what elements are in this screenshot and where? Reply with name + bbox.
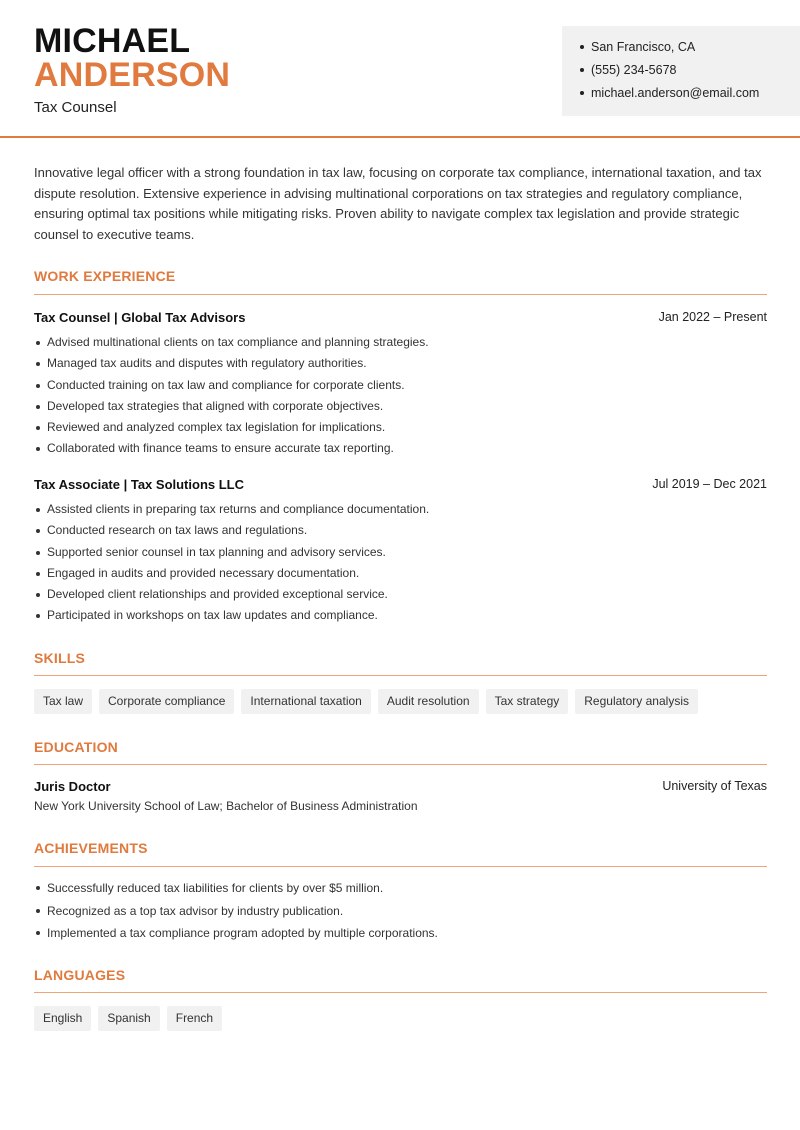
contact-phone-text: (555) 234-5678 — [591, 63, 677, 77]
job-role: Tax Associate | Tax Solutions LLC — [34, 477, 244, 492]
section-title-education: EDUCATION — [34, 739, 118, 755]
contact-email-text[interactable]: michael.anderson@email.com — [591, 86, 760, 100]
education-university: University of Texas — [662, 779, 767, 793]
list-item: Recognized as a top tax advisor by industry publication. — [34, 900, 767, 923]
section-title-languages: LANGUAGES — [34, 967, 126, 983]
section-divider — [34, 866, 767, 867]
last-name: ANDERSON — [34, 56, 231, 94]
skill-chip: Regulatory analysis — [575, 689, 698, 714]
language-chip: Spanish — [98, 1006, 159, 1031]
list-item: Developed client relationships and provided exceptional service. — [34, 584, 767, 605]
bullet-icon — [580, 68, 584, 72]
list-item: Advised multinational clients on tax compliance and planning strategies. — [34, 332, 767, 353]
skill-chip: Tax strategy — [486, 689, 569, 714]
section-divider — [34, 992, 767, 993]
list-item: Participated in workshops on tax law updates and compliance. — [34, 605, 767, 626]
education-school: New York University School of Law; Bachelor of Business Administration — [34, 799, 418, 813]
contact-email[interactable] — [580, 86, 759, 100]
job-bullets — [34, 499, 767, 627]
job-header — [34, 310, 767, 325]
first-name: MICHAEL — [34, 22, 191, 60]
list-item: Reviewed and analyzed complex tax legislation for implications. — [34, 417, 767, 438]
section-divider — [34, 764, 767, 765]
list-item: Conducted training on tax law and compliance for corporate clients. — [34, 375, 767, 396]
language-chips — [34, 1006, 222, 1031]
education-degree: Juris Doctor — [34, 779, 111, 794]
list-item: Developed tax strategies that aligned with corporate objectives. — [34, 396, 767, 417]
job-bullets — [34, 332, 767, 460]
bullet-icon — [580, 91, 584, 95]
list-item: Supported senior counsel in tax planning and advisory services. — [34, 542, 767, 563]
contact-box — [562, 26, 800, 116]
list-item: Conducted research on tax laws and regulations. — [34, 520, 767, 541]
list-item: Collaborated with finance teams to ensure accurate tax reporting. — [34, 438, 767, 459]
job-dates: Jan 2022 – Present — [658, 310, 767, 324]
list-item: Successfully reduced tax liabilities for clients by over $5 million. — [34, 877, 767, 900]
list-item: Managed tax audits and disputes with regulatory authorities. — [34, 353, 767, 374]
list-item: Assisted clients in preparing tax returns and compliance documentation. — [34, 499, 767, 520]
achievement-bullets — [34, 877, 767, 945]
bullet-icon — [580, 45, 584, 49]
job-title: Tax Counsel — [34, 99, 117, 116]
skill-chip: Audit resolution — [378, 689, 479, 714]
skill-chip: Corporate compliance — [99, 689, 234, 714]
language-chip: English — [34, 1006, 91, 1031]
job-dates: Jul 2019 – Dec 2021 — [652, 477, 767, 491]
section-divider — [34, 294, 767, 295]
language-chip: French — [167, 1006, 222, 1031]
section-title-work: WORK EXPERIENCE — [34, 268, 176, 284]
list-item: Engaged in audits and provided necessary documentation. — [34, 563, 767, 584]
resume-header — [0, 0, 800, 138]
job-header — [34, 477, 767, 492]
contact-location — [580, 40, 695, 54]
contact-phone — [580, 63, 676, 77]
skill-chip: International taxation — [241, 689, 370, 714]
section-divider — [34, 675, 767, 676]
job-role: Tax Counsel | Global Tax Advisors — [34, 310, 246, 325]
section-title-achievements: ACHIEVEMENTS — [34, 840, 148, 856]
list-item: Implemented a tax compliance program adopted by multiple corporations. — [34, 922, 767, 945]
section-title-skills: SKILLS — [34, 650, 85, 666]
skill-chip: Tax law — [34, 689, 92, 714]
skills-chips — [34, 689, 698, 714]
summary-paragraph: Innovative legal officer with a strong foundation in tax law, focusing on corporate tax compliance, international taxation, and tax dispute resolution. Extensive experience in advising multinational corporations on tax strategies and regulatory compliance, ensuring optimal tax positions while mitigating risks. Proven ability to navigate complex tax legislation and provide strategic counsel to executive teams. — [34, 165, 762, 243]
contact-location-text: San Francisco, CA — [591, 40, 696, 54]
